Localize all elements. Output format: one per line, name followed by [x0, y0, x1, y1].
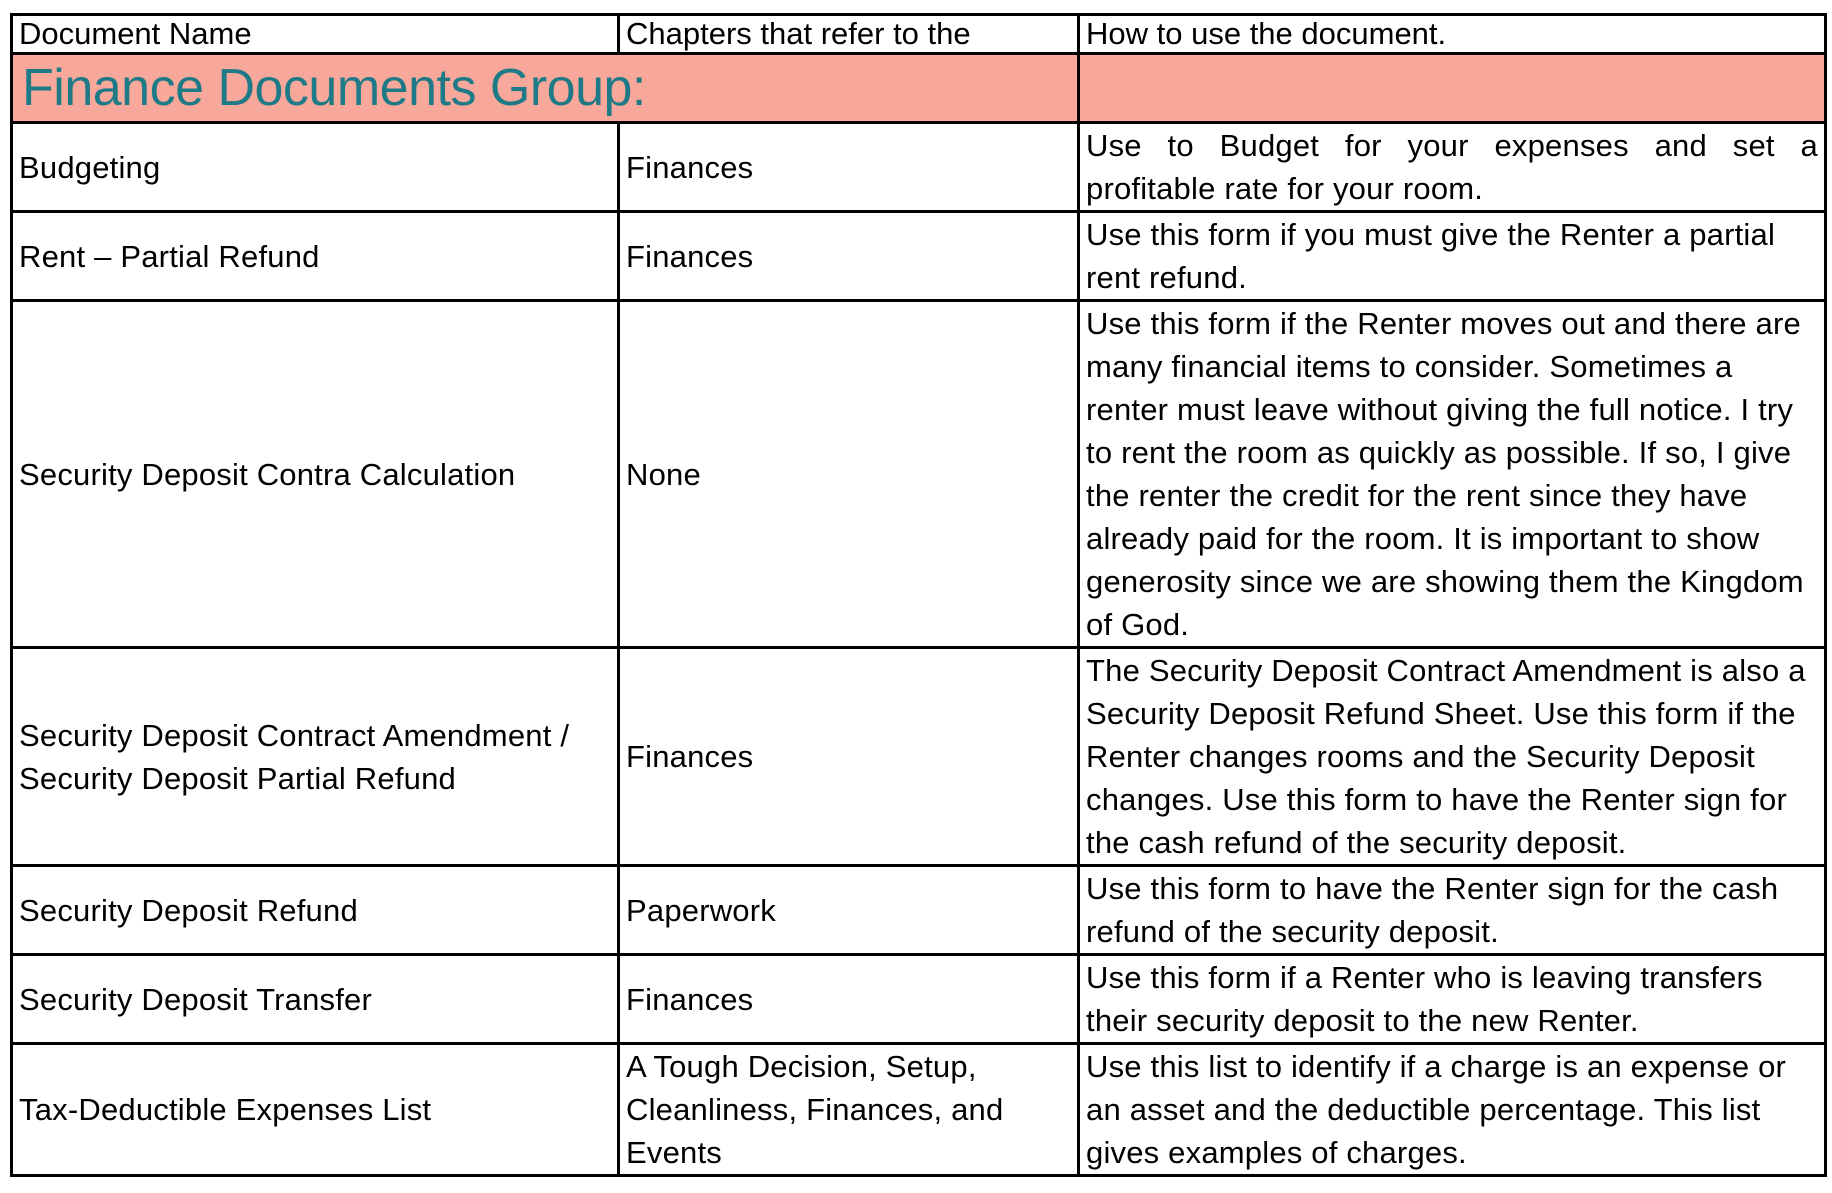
how-to-use: Use this form to have the Renter sign for the cash refund of the security deposit.	[1079, 866, 1826, 955]
chapters-line: A Tough Decision, Setup,	[626, 1049, 977, 1084]
header-how-to-use: How to use the document.	[1079, 15, 1826, 54]
how-to-use: Use to Budget for your expenses and set a profitable rate for your room.	[1079, 123, 1826, 212]
how-to-use: Use this form if a Renter who is leaving transfers their security deposit to the new Renter.	[1079, 955, 1826, 1044]
how-to-use: The Security Deposit Contract Amendment is also a Security Deposit Refund Sheet. Use this form if the Renter changes rooms and the Security Deposit changes. Use this form to have the Renter sign for the cash refund of the security deposit.	[1079, 648, 1826, 866]
chapters: Finances	[619, 955, 1079, 1044]
document-name-line: Security Deposit Contract Amendment /	[19, 717, 570, 753]
chapters: None	[619, 301, 1079, 648]
header-document-name: Document Name	[12, 15, 619, 54]
table-header-row	[12, 15, 1826, 54]
group-empty-cell	[1079, 54, 1826, 123]
table-row	[12, 212, 1826, 301]
table-row	[12, 123, 1826, 212]
chapters	[619, 1044, 1079, 1176]
document-name: Security Deposit Refund	[12, 866, 619, 955]
header-chapters: Chapters that refer to the	[619, 15, 1079, 54]
chapters: Paperwork	[619, 866, 1079, 955]
document-name: Budgeting	[12, 123, 619, 212]
table-row	[12, 955, 1826, 1044]
document-name: Rent – Partial Refund	[12, 212, 619, 301]
how-to-use: Use this form if the Renter moves out and there are many financial items to consider. Sometimes a renter must leave without giving the full notice. I try to rent the room as quickly as possible. If so, I give the renter the credit for the rent since they have already paid for the room. It is important to show generosity since we are showing them the Kingdom of God.	[1079, 301, 1826, 648]
finance-documents-table	[10, 13, 1827, 1177]
chapters: Finances	[619, 123, 1079, 212]
how-to-use: Use this form if you must give the Renter a partial rent refund.	[1079, 212, 1826, 301]
document-name-line: Security Deposit Partial Refund	[19, 760, 456, 796]
table-row	[12, 301, 1826, 648]
table-row	[12, 648, 1826, 866]
table-row	[12, 866, 1826, 955]
chapters: Finances	[619, 648, 1079, 866]
document-name: Tax-Deductible Expenses List	[12, 1044, 619, 1176]
chapters: Finances	[619, 212, 1079, 301]
how-to-use: Use this list to identify if a charge is an expense or an asset and the deductible percentage. This list gives examples of charges.	[1079, 1044, 1826, 1176]
chapters-line: Events	[626, 1135, 722, 1170]
document-name: Security Deposit Contra Calculation	[12, 301, 619, 648]
document-name: Security Deposit Transfer	[12, 955, 619, 1044]
group-title-cell	[12, 54, 1079, 123]
document-name	[12, 648, 619, 866]
group-row	[12, 54, 1826, 123]
group-title: Finance Documents Group:	[22, 59, 646, 117]
chapters-line: Cleanliness, Finances, and	[626, 1092, 1004, 1127]
table-row	[12, 1044, 1826, 1176]
